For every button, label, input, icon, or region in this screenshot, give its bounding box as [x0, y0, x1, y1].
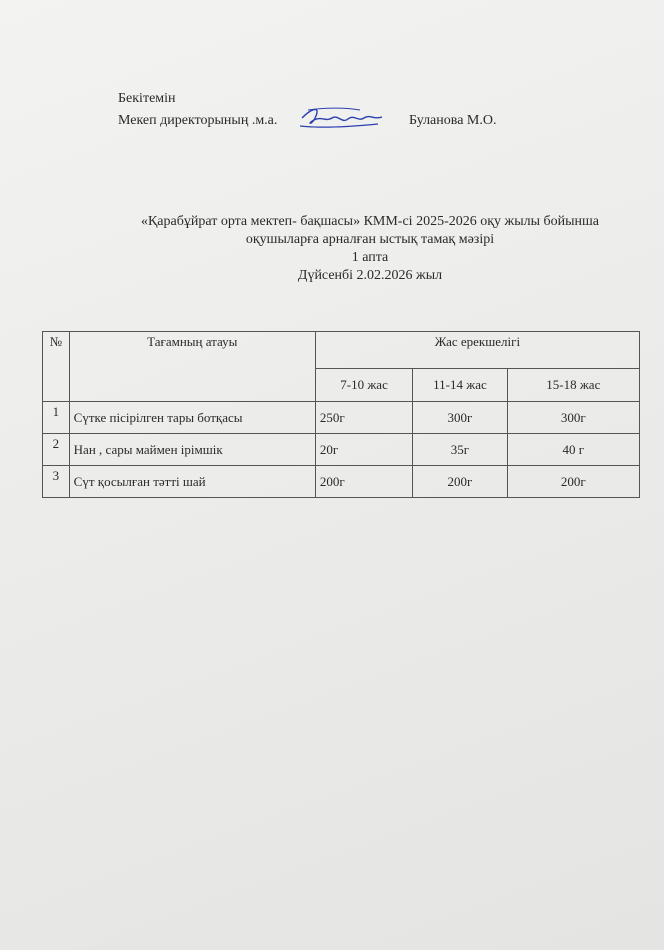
header-age-11-14: 11-14 жас	[413, 369, 507, 402]
title-line-4: Дүйсенбі 2.02.2026 жыл	[297, 268, 443, 283]
menu-title	[110, 213, 630, 285]
title-line-1: «Қарабұйрат орта мектеп- бақшасы» КММ-сі 2025-2026 оқу жылы бойынша	[140, 214, 600, 229]
header-number: №	[43, 332, 70, 402]
dish-name: Сүтке пісірілген тары ботқасы	[69, 402, 315, 434]
title-line-2: оқушыларға арналған ыстық тамақ мәзірі	[245, 232, 495, 247]
dish-name: Нан , сары маймен ірімшік	[69, 434, 315, 466]
director-name: Буланова М.О.	[409, 113, 497, 128]
portion-7-10: 200г	[315, 466, 412, 498]
table-row	[43, 402, 640, 434]
director-signature	[298, 104, 384, 134]
portion-11-14: 300г	[413, 402, 507, 434]
row-number: 1	[43, 402, 70, 434]
header-age-7-10: 7-10 жас	[315, 369, 412, 402]
row-number: 3	[43, 466, 70, 498]
portion-11-14: 35г	[413, 434, 507, 466]
portion-7-10: 250г	[315, 402, 412, 434]
approval-position: Мекеп директорының .м.а.	[118, 113, 278, 128]
header-age-15-18: 15-18 жас	[507, 369, 639, 402]
approval-label: Бекітемін	[118, 91, 176, 106]
table-row	[43, 434, 640, 466]
portion-15-18: 40 г	[507, 434, 639, 466]
table-row	[43, 466, 640, 498]
row-number: 2	[43, 434, 70, 466]
title-line-3: 1 апта	[351, 250, 389, 265]
portion-11-14: 200г	[413, 466, 507, 498]
header-dish-name: Тағамның атауы	[69, 332, 315, 402]
portion-15-18: 300г	[507, 402, 639, 434]
portion-15-18: 200г	[507, 466, 639, 498]
dish-name: Сүт қосылған тәтті шай	[69, 466, 315, 498]
header-age-group: Жас ерекшелігі	[315, 332, 639, 369]
portion-7-10: 20г	[315, 434, 412, 466]
menu-table	[42, 331, 640, 498]
